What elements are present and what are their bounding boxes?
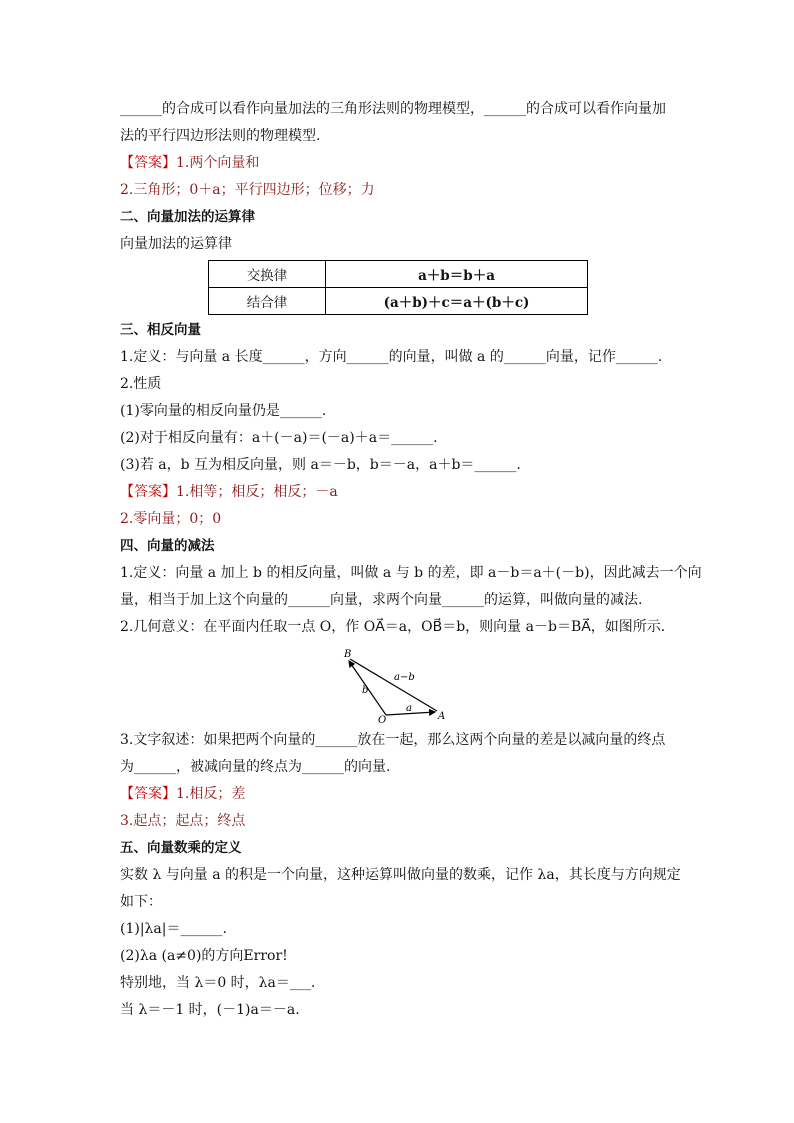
answer-line: 3.起点；起点；终点 [120, 813, 246, 829]
section-heading: 三、相反向量 [120, 322, 201, 338]
text-line: 如下： [120, 894, 162, 910]
text-line: 2.几何意义：在平面内任取一点 O，作 OA⃗＝a，OB⃗＝b，则向量 a－b＝BA⃗，如图所示. [120, 619, 666, 635]
table-cell: (a＋b)＋c＝a＋(b＋c) [326, 288, 588, 315]
table-cell: a＋b＝b＋a [326, 261, 588, 288]
point-a-label: A [438, 711, 446, 722]
operation-law-table [208, 260, 588, 315]
answer-text: 1.相反；差 [176, 786, 246, 802]
document-page [120, 96, 702, 1024]
text-line: (3)若 a，b 互为相反向量，则 a＝－b，b＝－a，a＋b＝______. [120, 457, 521, 473]
answer-line: 2.零向量；0；0 [120, 511, 222, 527]
text-line: 特别地，当 λ＝0 时，λa＝___. [120, 975, 316, 991]
answer-tag: 【答案】 [120, 155, 176, 171]
text-line: (1)零向量的相反向量仍是______. [120, 403, 327, 419]
vector-b-label: b [362, 685, 369, 696]
vector-subtraction-figure [120, 641, 680, 727]
text-line: (1)|λa|＝______. [120, 921, 227, 937]
text-line: 当 λ＝－1 时，(－1)a＝－a. [120, 1002, 300, 1018]
text-line: 法的平行四边形法则的物理模型. [120, 128, 321, 144]
triangle-diagram [342, 647, 462, 723]
text-line: 量，相当于加上这个向量的______向量，求两个向量______的运算，叫做向量的减法. [120, 592, 643, 608]
text-line: 3.文字叙述：如果把两个向量的______放在一起，那么这两个向量的差是以减向量的终点 [120, 732, 666, 748]
table-cell: 结合律 [209, 288, 326, 315]
answer-line [120, 150, 680, 177]
text-line: 为______，被减向量的终点为______的向量. [120, 759, 391, 775]
table-cell: 交换律 [209, 261, 326, 288]
answer-tag: 【答案】 [120, 786, 176, 802]
table-row [209, 288, 588, 315]
answer-line: 2.三角形；0＋a；平行四边形；位移；力 [120, 182, 375, 198]
text-line: 实数 λ 与向量 a 的积是一个向量，这种运算叫做向量的数乘，记作 λa，其长度与方向规定 [120, 867, 681, 883]
text-line: ______的合成可以看作向量加法的三角形法则的物理模型，______的合成可以看作向量加 [120, 101, 666, 117]
text-line: (2)λa (a≠0)的方向Error! [120, 948, 288, 964]
answer-tag: 【答案】 [120, 484, 176, 500]
answer-line [120, 479, 680, 506]
section-heading: 五、向量数乘的定义 [120, 840, 242, 856]
point-o-label: O [378, 715, 387, 723]
text-line: 向量加法的运算律 [120, 236, 232, 252]
text-line: (2)对于相反向量有：a＋(－a)＝(－a)＋a＝______. [120, 430, 438, 446]
text-line: 1.定义：向量 a 加上 b 的相反向量，叫做 a 与 b 的差，即 a－b＝a＋(－b)，因此减去一个向 [120, 565, 702, 581]
answer-text: 1.两个向量和 [176, 155, 260, 171]
point-b-label: B [344, 649, 352, 660]
answer-text: 1.相等；相反；相反；－a [176, 484, 338, 500]
vector-a-minus-b-label: a−b [394, 672, 415, 683]
table-row [209, 261, 588, 288]
text-line: 2.性质 [120, 376, 162, 392]
section-heading: 二、向量加法的运算律 [120, 209, 255, 225]
section-heading: 四、向量的减法 [120, 538, 215, 554]
vector-a-label: a [406, 703, 412, 714]
answer-line [120, 781, 680, 808]
text-line: 1.定义：与向量 a 长度______，方向______的向量，叫做 a 的______向量，记作______. [120, 349, 663, 365]
